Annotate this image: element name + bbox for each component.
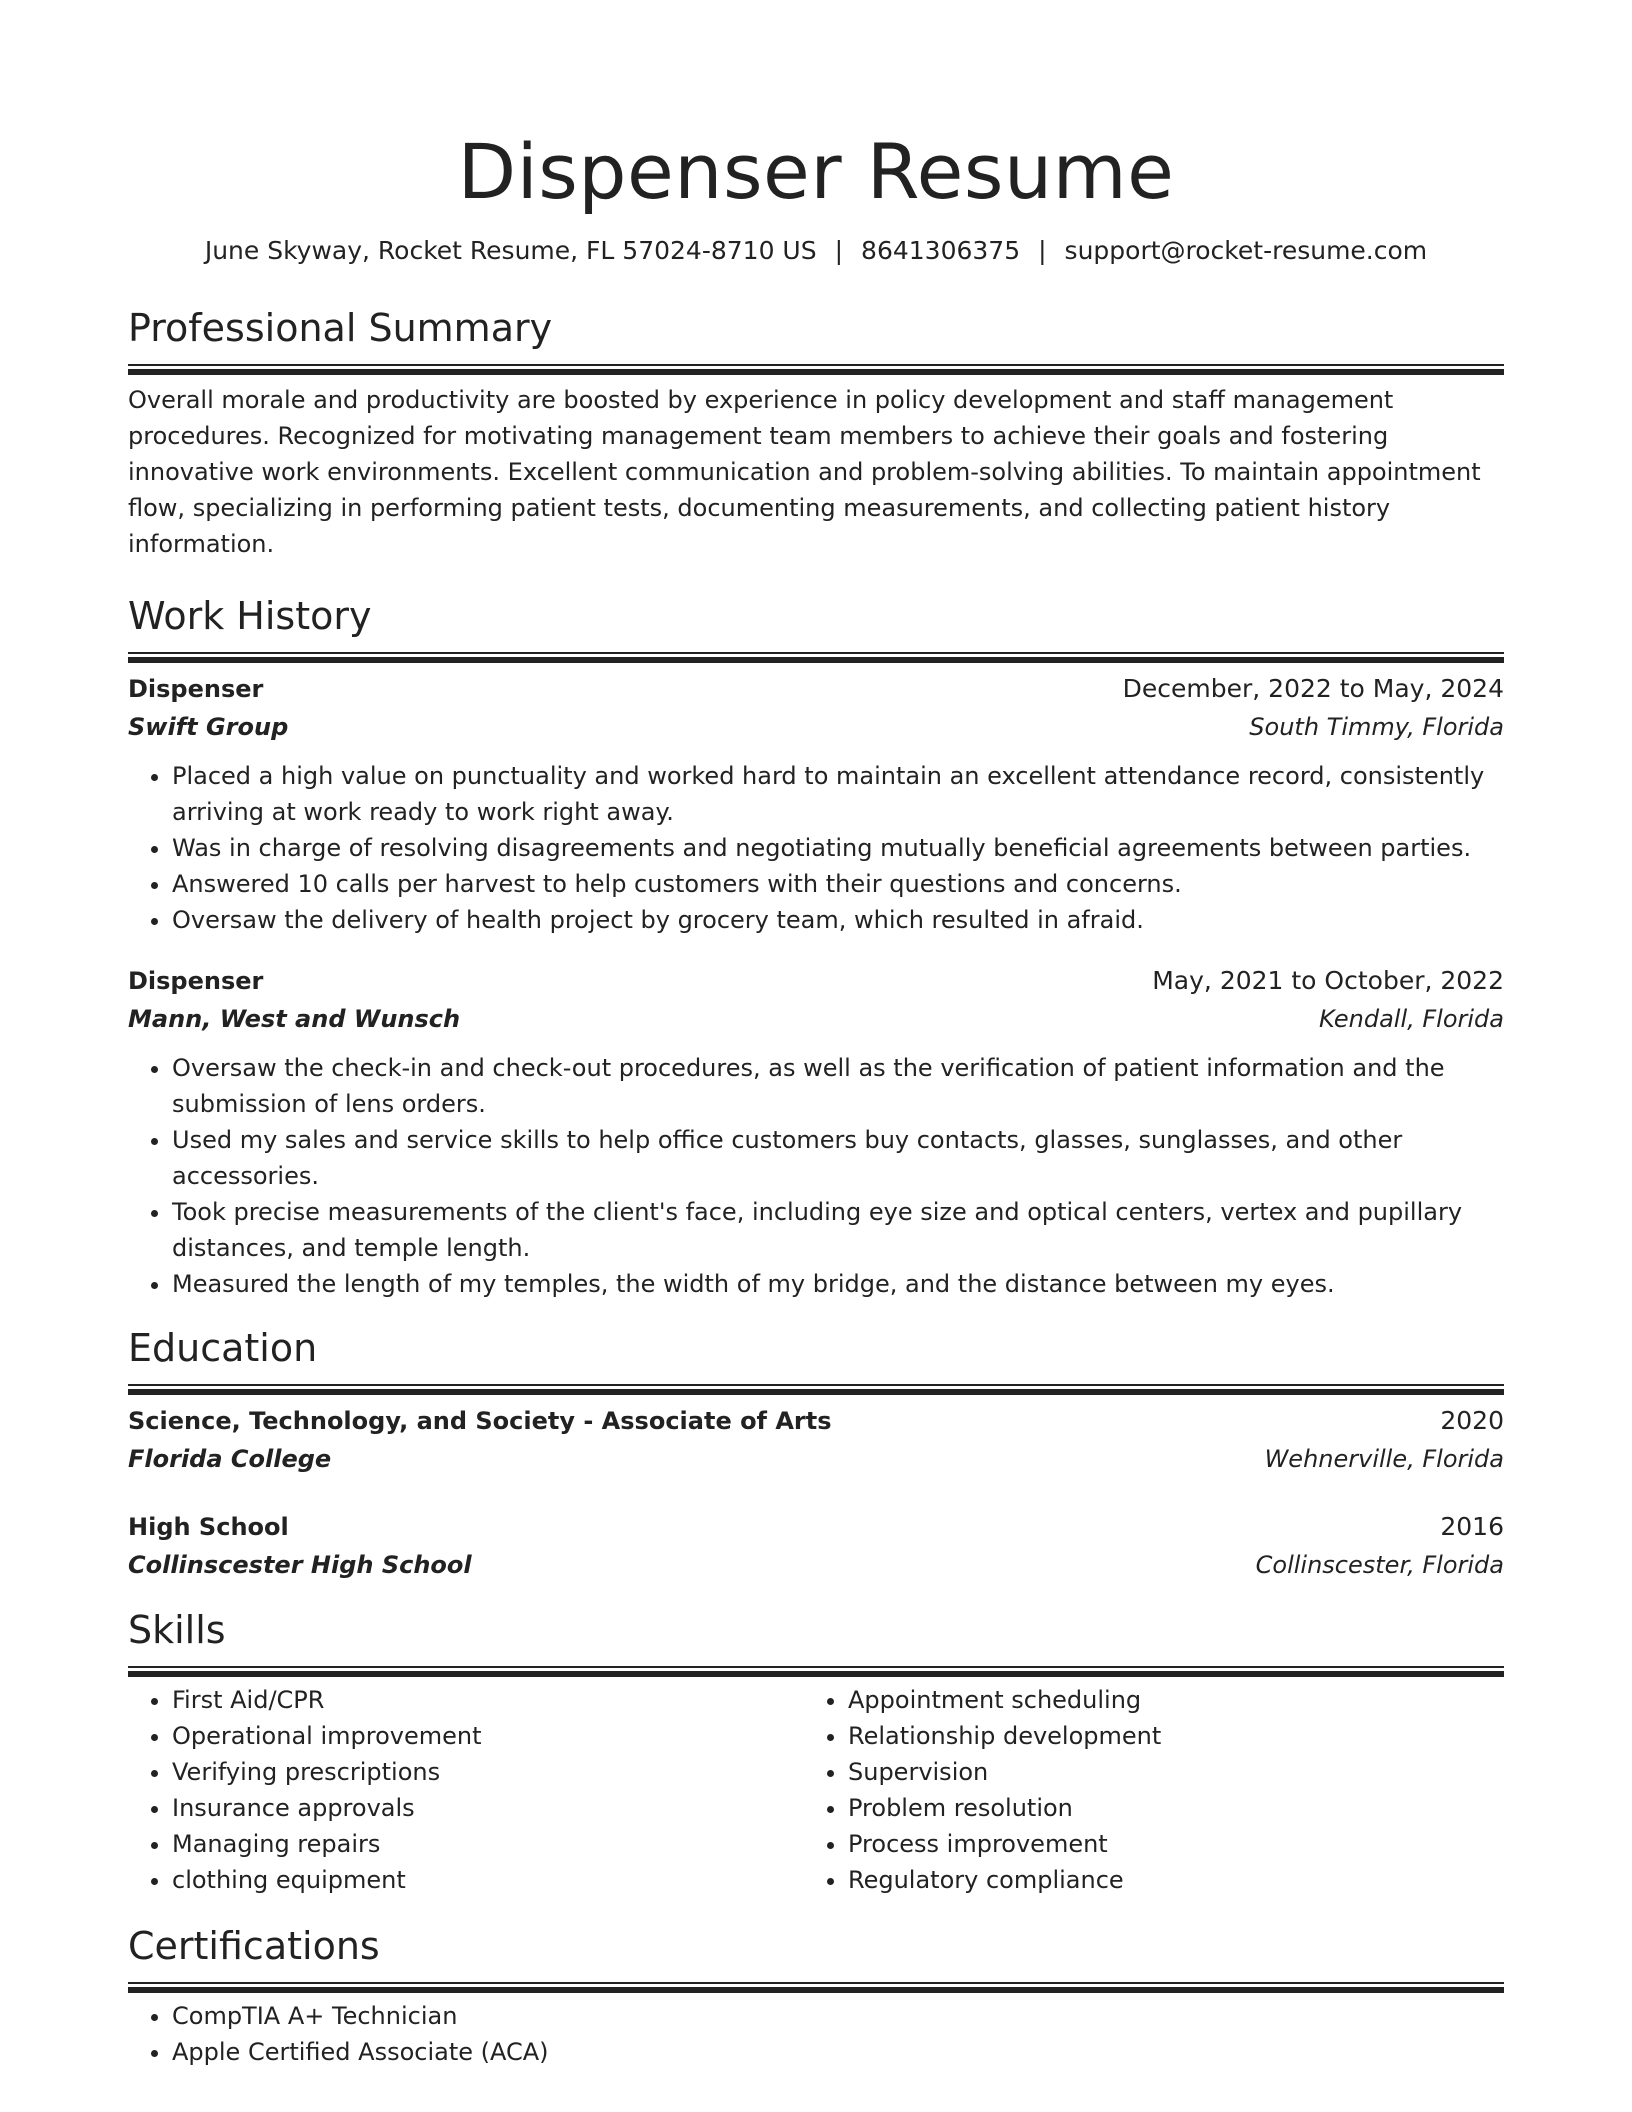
section-divider (128, 1982, 1504, 1984)
section-title-education: Education (128, 1326, 318, 1370)
education-section (128, 1324, 1504, 1584)
job-company: Mann, West and Wunsch (128, 1005, 461, 1033)
summary-text: Overall morale and productivity are boosted by experience in policy development and staff management procedures. Recognized for motivating management team members to achieve their goals and fostering innovative work environments. Excellent communication and problem-solving abilities. To maintain appointment flow, specializing in performing patient tests, documenting measurements, and collecting patient history information. (128, 386, 1481, 558)
certifications-section (128, 1922, 1504, 2070)
job-bullet: • Answered 10 calls per harvest to help customers with their questions and concerns. (172, 866, 1504, 902)
education-location: Collinscester, Florida (1255, 1551, 1504, 1579)
job-bullet: • Measured the length of my temples, the width of my bridge, and the distance between my eyes. (172, 1266, 1504, 1302)
section-divider (128, 364, 1504, 366)
education-school: Collinscester High School (128, 1551, 472, 1579)
skill-item: • Problem resolution (848, 1790, 1480, 1826)
contact-email: support@rocket-resume.com (1064, 236, 1428, 265)
job-bullet: • Placed a high value on punctuality and worked hard to maintain an excellent attendance record, consistently arriving at work ready to work right away. (172, 758, 1504, 830)
skill-item: • Process improvement (848, 1826, 1480, 1862)
skills-grid (128, 1682, 1504, 1898)
skill-item: • Verifying prescriptions (172, 1754, 804, 1790)
job-bullet: • Oversaw the delivery of health project by grocery team, which resulted in afraid. (172, 902, 1504, 938)
skill-item: • clothing equipment (172, 1862, 804, 1898)
education-entry (128, 1402, 1504, 1478)
job-dates: May, 2021 to October, 2022 (1152, 966, 1504, 995)
contact-separator: | (834, 236, 844, 265)
job-bullet: • Used my sales and service skills to help office customers buy contacts, glasses, sunglasses, and other accessories. (172, 1122, 1504, 1194)
education-degree: High School (128, 1513, 289, 1541)
education-entry (128, 1508, 1504, 1584)
job-company: Swift Group (128, 713, 289, 741)
skill-item: • Insurance approvals (172, 1790, 804, 1826)
job-bullet-list (128, 1050, 1504, 1302)
work-history-section (128, 592, 1504, 1302)
skill-item: • Relationship development (848, 1718, 1480, 1754)
education-school: Florida College (128, 1445, 332, 1473)
section-title-certifications: Certifications (128, 1924, 380, 1968)
contact-separator: | (1038, 236, 1047, 265)
certification-item: • CompTIA A+ Technician (172, 1998, 1504, 2034)
certification-item: • Apple Certified Associate (ACA) (172, 2034, 1504, 2070)
skill-item: • Managing repairs (172, 1826, 804, 1862)
section-title-summary: Professional Summary (128, 306, 553, 350)
job-bullet: • Was in charge of resolving disagreements and negotiating mutually beneficial agreements between parties. (172, 830, 1504, 866)
skill-item: • Appointment scheduling (848, 1682, 1480, 1718)
resume-page (128, 0, 1504, 2070)
job-location: South Timmy, Florida (1249, 713, 1504, 741)
skill-item: • Operational improvement (172, 1718, 804, 1754)
section-divider (128, 652, 1504, 654)
section-divider (128, 1666, 1504, 1668)
job-entry (128, 962, 1504, 1302)
contact-line (128, 234, 1504, 268)
skills-section (128, 1606, 1504, 1898)
resume-name: Dispenser Resume (457, 127, 1175, 216)
certifications-list (128, 1998, 1504, 2070)
job-bullet-list (128, 758, 1504, 938)
job-title: Dispenser (128, 967, 264, 995)
education-year: 2016 (1440, 1512, 1504, 1541)
section-title-skills: Skills (128, 1608, 226, 1652)
education-location: Wehnerville, Florida (1264, 1445, 1504, 1473)
job-bullet: • Took precise measurements of the client's face, including eye size and optical centers, vertex and pupillary distances, and temple length. (172, 1194, 1504, 1266)
skills-list-right (804, 1682, 1480, 1898)
job-entry (128, 670, 1504, 938)
job-location: Kendall, Florida (1318, 1005, 1504, 1033)
job-title: Dispenser (128, 675, 264, 703)
skill-item: • First Aid/CPR (172, 1682, 804, 1718)
skill-item: • Regulatory compliance (848, 1862, 1480, 1898)
contact-address: June Skyway, Rocket Resume, FL 57024-8710 US (204, 236, 817, 265)
summary-section (128, 304, 1504, 562)
education-degree: Science, Technology, and Society - Associate of Arts (128, 1407, 832, 1435)
job-bullet: • Oversaw the check-in and check-out procedures, as well as the verification of patient information and the submission of lens orders. (172, 1050, 1504, 1122)
section-title-work-history: Work History (128, 594, 372, 638)
contact-phone: 8641306375 (861, 236, 1021, 265)
skills-list-left (128, 1682, 804, 1898)
section-divider (128, 1384, 1504, 1386)
job-dates: December, 2022 to May, 2024 (1122, 674, 1504, 703)
skill-item: • Supervision (848, 1754, 1480, 1790)
education-year: 2020 (1440, 1406, 1504, 1435)
